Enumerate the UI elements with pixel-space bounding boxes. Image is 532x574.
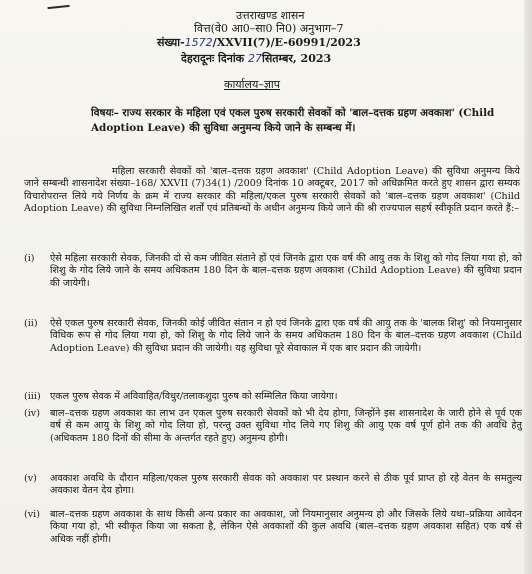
- order-number: [157, 36, 361, 49]
- condition-text: अवकाश अवधि के दौरान महिला/एकल पुरुष सरकारी सेवक को अवकाश पर प्रस्थान करने से ठीक पूर्व प्राप्त हो रहे वेतन के समतुल्य अवकाश वेतन देय होगा।: [50, 473, 522, 497]
- condition-text: ऐसे एकल पुरुष सरकारी सेवक, जिनकी कोई जीवित संतान न हो एवं जिनके द्वारा एक वर्ष की आयु तक के 'बालक शिशु' को नियमानुसार विधिक रूप से गोद लिया गया हो, को शिशु के गोद लिये जाने के समय अधिकतम 180 दिन के बाल–दत्तक ग्रहण अवकाश (Child Adoption Leave) की सुविधा प्रदान की जायेगी। यह सुविधा पूरे सेवाकाल में एक बार प्रदान की जायेगी।: [50, 318, 522, 354]
- subject-block: [91, 106, 519, 136]
- condition-text: एकल पुरुष सेवक में अविवाहित/विधुर/तलाकशुदा पुरुष को सम्मिलित किया जायेगा।: [50, 391, 338, 402]
- order-number-suffix: /XXVII(7)/E-60991/2023: [212, 36, 361, 49]
- condition-text: ऐसे महिला सरकारी सेवक, जिनकी दो से कम जीवित संताने हों एवं जिनके द्वारा एक वर्ष की आयु तक के शिशु को गोद लिया गया हो, को शिशु के गोद लिये जाने के समय अधिकतम 180 दिन के बाल–दत्तक ग्रहण अवकाश (Child Adoption Leave) की सुविधा प्रदान की जायेगी।: [50, 253, 522, 289]
- intro-paragraph: महिला सरकारी सेवकों को 'बाल–दत्तक ग्रहण अवकाश' (Child Adoption Leave) की सुविधा अनुमन्य किये जाने सम्बन्धी शासनादेश संख्या–168/ XXVII (7)34(1) /2009 दिनांक 10 अक्टूबर, 2017 को अधिक्रमित करते हुए शासन द्वारा सम्यक विचारोपरान्त लिये गये निर्णय के क्रम में राज्य सरकार की महिला/एकल पुरुष सरकारी सेवकों को 'बाल–दत्तक ग्रहण अवकाश' (Child Adoption Leave) की सुविधा निम्नलिखित शर्तों एवं प्रतिबन्धों के अधीन अनुमन्य किये जाने की श्री राज्यपाल सहर्ष स्वीकृति प्रदान करते हैं:–: [24, 166, 520, 215]
- condition-number: (i): [24, 253, 35, 264]
- department-name: वित्त(वे0 आ0–सा0 नि0) अनुभाग–7: [194, 22, 344, 35]
- memo-title: कार्यालय–ज्ञाप: [224, 78, 281, 91]
- subject-label: विषयः–: [91, 107, 119, 119]
- pen-mark: [48, 5, 71, 17]
- condition-number: (iii): [24, 391, 41, 402]
- order-date-suffix: सितम्बर, 2023: [261, 52, 332, 65]
- condition-number: (ii): [24, 318, 38, 329]
- order-date-handwritten: 27: [247, 52, 262, 65]
- order-number-handwritten: 1572: [184, 36, 213, 49]
- order-date-prefix: देहरादूनः दिनांक: [181, 52, 245, 65]
- government-name: उत्तराखण्ड शासन: [236, 9, 305, 22]
- order-date: [181, 52, 331, 65]
- subject-text: राज्य सरकार के महिला एवं एकल पुरुष सरकारी सेवकों को 'बाल–दत्तक ग्रहण अवकाश' (Child Adoption Leave) की सुविधा अनुमन्य किये जाने के सम्बन्ध में।: [91, 107, 495, 134]
- condition-number: (vi): [24, 509, 40, 520]
- order-number-prefix: संख्या-: [157, 36, 185, 49]
- condition-number: (iv): [24, 408, 40, 419]
- page-edge-shadow: [524, 0, 532, 574]
- condition-text: बाल–दत्तक ग्रहण अवकाश का लाभ उन एकल पुरुष सरकारी सेवकों को भी देय होगा, जिन्होंने इस शासनादेश के जारी होने से पूर्व एक वर्ष से कम आयु के शिशु को गोद लिया हो, परन्तु उक्त सुविधा गोद लिये गए शिशु की आयु एक वर्ष पूर्ण होने तक की अवधि हेतु (अधिकतम 180 दिनों की सीमा के अन्तर्गत रहते हुए) अनुमन्य होगी।: [50, 408, 522, 444]
- condition-number: (v): [24, 473, 37, 484]
- condition-text: बाल–दत्तक ग्रहण अवकाश के साथ किसी अन्य प्रकार का अवकाश, जो नियमानुसार अनुमन्य हो और जिसके लिये यथा–प्रक्रिया आवेदन किया गया हो, भी स्वीकृत किया जा सकता है, लेकिन ऐसे अवकाशों की कुल अवधि (बाल–दत्तक ग्रहण अवकाश सहित) एक वर्ष से अधिक नहीं होगी।: [50, 509, 522, 545]
